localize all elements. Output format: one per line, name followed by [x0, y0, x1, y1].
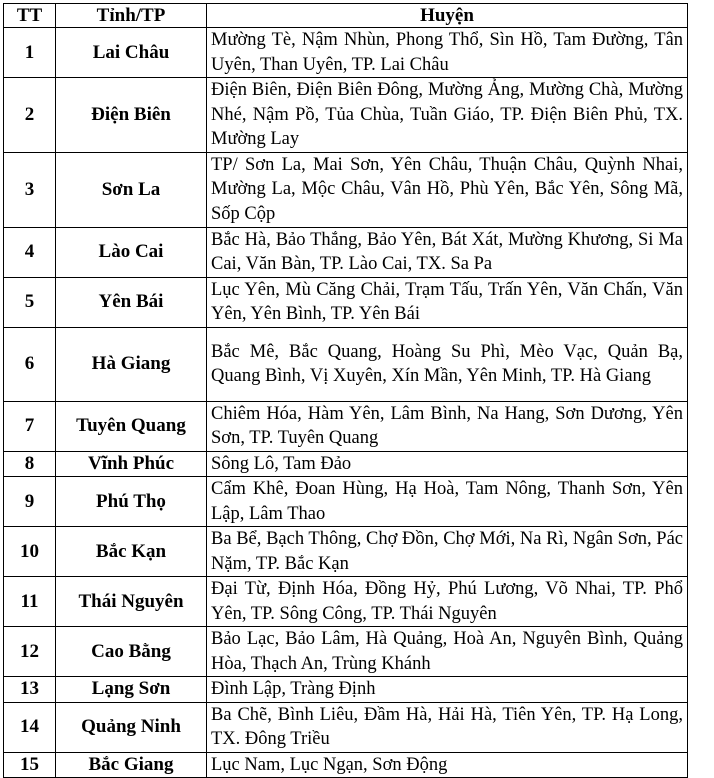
district-list: Ba Chẽ, Bình Liêu, Đầm Hà, Hải Hà, Tiên Yên, TP. Hạ Long, TX. Đông Triều — [207, 702, 688, 752]
table-row — [4, 577, 688, 627]
header-tt: TT — [4, 4, 56, 28]
province-name: Tuyên Quang — [56, 401, 207, 451]
table-row — [4, 327, 688, 401]
district-list: Mường Tè, Nậm Nhùn, Phong Thổ, Sìn Hồ, Tam Đường, Tân Uyên, Than Uyên, TP. Lai Châu — [207, 28, 688, 78]
district-table — [3, 3, 688, 778]
district-list: Bảo Lạc, Bảo Lâm, Hà Quảng, Hoà An, Nguyên Bình, Quảng Hòa, Thạch An, Trùng Khánh — [207, 627, 688, 677]
table-row — [4, 451, 688, 477]
province-name: Lạng Sơn — [56, 677, 207, 703]
row-number: 5 — [4, 277, 56, 327]
table-row — [4, 702, 688, 752]
district-list: TP/ Sơn La, Mai Sơn, Yên Châu, Thuận Châu, Quỳnh Nhai, Mường La, Mộc Châu, Vân Hồ, Phù Yên, Bắc Yên, Sông Mã, Sốp Cộp — [207, 152, 688, 227]
table-row — [4, 401, 688, 451]
province-name: Điện Biên — [56, 78, 207, 153]
province-name: Phú Thọ — [56, 477, 207, 527]
row-number: 14 — [4, 702, 56, 752]
table-row — [4, 78, 688, 153]
district-list: Cẩm Khê, Đoan Hùng, Hạ Hoà, Tam Nông, Thanh Sơn, Yên Lập, Lâm Thao — [207, 477, 688, 527]
province-name: Bắc Kạn — [56, 527, 207, 577]
row-number: 7 — [4, 401, 56, 451]
row-number: 8 — [4, 451, 56, 477]
row-number: 1 — [4, 28, 56, 78]
table-row — [4, 227, 688, 277]
province-name: Cao Bằng — [56, 627, 207, 677]
province-name: Sơn La — [56, 152, 207, 227]
table-row — [4, 277, 688, 327]
table-row — [4, 627, 688, 677]
row-number: 9 — [4, 477, 56, 527]
table-row — [4, 28, 688, 78]
province-name: Vĩnh Phúc — [56, 451, 207, 477]
district-list: Lục Yên, Mù Căng Chải, Trạm Tấu, Trấn Yên, Văn Chấn, Văn Yên, Yên Bình, TP. Yên Bái — [207, 277, 688, 327]
table-header-row — [4, 4, 688, 28]
province-name: Yên Bái — [56, 277, 207, 327]
table-row — [4, 527, 688, 577]
table-row — [4, 152, 688, 227]
row-number: 13 — [4, 677, 56, 703]
row-number: 11 — [4, 577, 56, 627]
province-name: Thái Nguyên — [56, 577, 207, 627]
province-name: Bắc Giang — [56, 752, 207, 778]
district-list: Điện Biên, Điện Biên Đông, Mường Ảng, Mường Chà, Mường Nhé, Nậm Pồ, Tủa Chùa, Tuần Giáo, TP. Điện Biên Phủ, TX. Mường Lay — [207, 78, 688, 153]
row-number: 4 — [4, 227, 56, 277]
district-list: Lục Nam, Lục Ngạn, Sơn Động — [207, 752, 688, 778]
province-name: Lai Châu — [56, 28, 207, 78]
row-number: 2 — [4, 78, 56, 153]
province-name: Lào Cai — [56, 227, 207, 277]
row-number: 12 — [4, 627, 56, 677]
province-name: Quảng Ninh — [56, 702, 207, 752]
district-list: Sông Lô, Tam Đảo — [207, 451, 688, 477]
district-list: Đại Từ, Định Hóa, Đồng Hỷ, Phú Lương, Võ Nhai, TP. Phổ Yên, TP. Sông Công, TP. Thái Nguyên — [207, 577, 688, 627]
district-list: Bắc Mê, Bắc Quang, Hoàng Su Phì, Mèo Vạc, Quản Bạ, Quang Bình, Vị Xuyên, Xín Mần, Yên Minh, TP. Hà Giang — [207, 327, 688, 401]
province-name: Hà Giang — [56, 327, 207, 401]
row-number: 6 — [4, 327, 56, 401]
header-province: Tỉnh/TP — [56, 4, 207, 28]
row-number: 10 — [4, 527, 56, 577]
row-number: 3 — [4, 152, 56, 227]
table-row — [4, 677, 688, 703]
district-list: Chiêm Hóa, Hàm Yên, Lâm Bình, Na Hang, Sơn Dương, Yên Sơn, TP. Tuyên Quang — [207, 401, 688, 451]
district-list: Bắc Hà, Bảo Thắng, Bảo Yên, Bát Xát, Mường Khương, Si Ma Cai, Văn Bàn, TP. Lào Cai, TX. Sa Pa — [207, 227, 688, 277]
district-list: Đình Lập, Tràng Định — [207, 677, 688, 703]
row-number: 15 — [4, 752, 56, 778]
table-row — [4, 477, 688, 527]
table-row — [4, 752, 688, 778]
district-list: Ba Bể, Bạch Thông, Chợ Đồn, Chợ Mới, Na Rì, Ngân Sơn, Pác Nặm, TP. Bắc Kạn — [207, 527, 688, 577]
header-districts: Huyện — [207, 4, 688, 28]
